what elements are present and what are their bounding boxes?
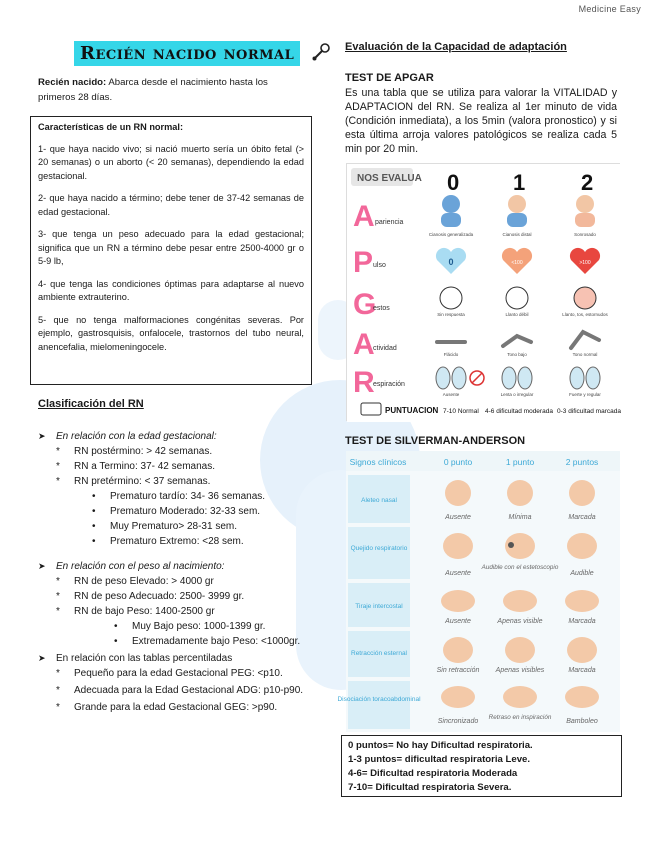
silverman-cell: Retraso en inspiración: [488, 714, 552, 721]
baby-side-icon: [503, 590, 537, 612]
brand-label: Medicine Easy: [578, 4, 641, 14]
silverman-sign: Retracción esternal: [351, 650, 407, 657]
silverman-col-header: 0 punto: [443, 457, 473, 467]
dot-bullet-icon: •: [114, 636, 118, 647]
baby-crying-icon: [574, 287, 596, 309]
apgar-caption: >100: [579, 260, 591, 266]
star-bullet-icon: *: [56, 685, 60, 696]
apgar-caption: Lenta o irregular: [500, 392, 534, 397]
apgar-caption: Llanto, tos, estornudos: [562, 312, 608, 317]
apgar-caption: Ausente: [442, 392, 460, 397]
baby-face-icon: [506, 287, 528, 309]
score-badge-icon: [361, 403, 381, 415]
list-item: • Prematuro tardío: 34- 36 semanas.: [92, 491, 266, 502]
characteristics-box: [30, 116, 312, 385]
apgar-caption: Tono normal: [572, 352, 598, 357]
silverman-cell: Ausente: [445, 618, 471, 625]
apgar-caption: Llanto débil: [505, 312, 529, 317]
dot-bullet-icon: •: [92, 491, 96, 502]
apgar-heading: TEST DE APGAR: [345, 72, 434, 84]
baby-chest-icon: [443, 637, 473, 663]
dot-bullet-icon: •: [114, 621, 118, 632]
list-item: * Grande para la edad Gestacional GEG: >p90.: [56, 702, 278, 713]
star-bullet-icon: *: [56, 606, 60, 617]
silverman-cell: Bamboleo: [566, 718, 598, 725]
characteristic-item: 1- que haya nacido vivo; si nació muerto sería un óbito fetal (> 20 semanas) o un aborto (< 20 semanas), dependiendo la edad gestacional.: [38, 143, 304, 181]
classification-list: [38, 425, 310, 715]
star-bullet-icon: *: [56, 446, 60, 457]
page-title-block: [74, 41, 331, 67]
silverman-legend: [341, 735, 622, 797]
definition: [38, 75, 300, 105]
star-bullet-icon: *: [56, 668, 60, 679]
baby-chest-icon: [443, 533, 473, 559]
list-item: • Prematuro Moderado: 32-33 sem.: [92, 506, 261, 517]
baby-nose-icon: [445, 480, 471, 506]
silverman-sign: Tiraje intercostal: [355, 603, 403, 610]
apgar-caption: Sin respuesta: [437, 312, 465, 317]
adaptation-heading: Evaluación de la Capacidad de adaptación: [345, 41, 567, 53]
baby-nose-icon: [507, 480, 533, 506]
dot-bullet-icon: •: [92, 521, 96, 532]
page-title: Recién nacido normal: [74, 41, 300, 66]
silverman-cell: Marcada: [568, 667, 596, 674]
list-item: • Prematuro Extremo: <28 sem.: [92, 536, 244, 547]
baby-side-icon: [565, 686, 599, 708]
apgar-footer-normal: 7-10 Normal: [443, 408, 479, 415]
silverman-cell: Ausente: [445, 514, 471, 521]
apgar-letter: A: [353, 200, 375, 233]
pulse-zero-label: 0: [448, 257, 454, 267]
list-item: ➤ En relación con las tablas percentiladas: [38, 653, 233, 664]
silverman-col-header: 2 puntos: [565, 457, 599, 467]
silverman-sign: Aleteo nasal: [361, 497, 397, 504]
list-item: • Muy Prematuro> 28-31 sem.: [92, 521, 237, 532]
silverman-cell: Sin retracción: [436, 667, 480, 674]
silverman-cell: Ausente: [445, 570, 471, 577]
apgar-footer-moderate: 4-6 dificultad moderada: [485, 408, 553, 415]
star-bullet-icon: *: [56, 576, 60, 587]
star-bullet-icon: *: [56, 461, 60, 472]
silverman-cell: Apenas visibles: [495, 667, 545, 674]
apgar-row-label: pariencia: [375, 219, 404, 226]
silverman-col-header: 1 punto: [505, 457, 535, 467]
silverman-heading: TEST DE SILVERMAN-ANDERSON: [345, 435, 526, 447]
silverman-sign: Quejido respiratorio: [350, 545, 408, 552]
baby-side-icon: [503, 686, 537, 708]
list-item: * RN de peso Adecuado: 2500- 3999 gr.: [56, 591, 245, 602]
stethoscope-icon: [508, 542, 514, 548]
list-item: * Pequeño para la edad Gestacional PEG: <p10.: [56, 668, 283, 679]
star-bullet-icon: *: [56, 702, 60, 713]
apgar-letter: G: [353, 288, 377, 321]
apgar-footer-tag: PUNTUACION: [385, 406, 439, 415]
apgar-caption: Tono bajo: [507, 352, 527, 357]
legend-line: 7-10= Dificultad respiratoria Severa.: [348, 782, 512, 793]
arrow-bullet-icon: ➤: [38, 653, 46, 663]
characteristic-item: 4- que tenga las condiciones óptimas para adaptarse al nuevo ambiente extrauterino.: [38, 278, 304, 302]
apgar-row-label: ctividad: [373, 345, 397, 352]
characteristic-item: 5- que no tenga malformaciones congénitas severas. Por ejemplo, gastrosquisis, onfalocele, trastornos del tubo neural, anencefalia, mielomeningocele.: [38, 314, 304, 352]
dot-bullet-icon: •: [92, 536, 96, 547]
list-item: • Extremadamente bajo Peso: <1000gr.: [114, 636, 301, 647]
apgar-tag: NOS EVALUA: [357, 173, 422, 184]
baby-side-icon: [565, 590, 599, 612]
apgar-caption: Flácido: [443, 352, 459, 357]
characteristics-heading: Características de un RN normal:: [38, 122, 184, 132]
apgar-caption: Fuerte y regular: [569, 392, 601, 397]
definition-term: Recién nacido:: [38, 77, 107, 88]
apgar-score-header: 1: [513, 170, 526, 195]
silverman-cell: Mínima: [508, 514, 532, 521]
apgar-caption: <100: [511, 260, 523, 266]
list-item: ➤ En relación con el peso al nacimiento:: [38, 561, 225, 572]
apgar-footer-severe: 0-3 dificultad marcada: [557, 408, 621, 415]
apgar-score-header: 2: [581, 170, 594, 195]
baby-chest-icon: [567, 637, 597, 663]
characteristic-item: 2- que haya nacido a término; debe tener de 37-42 semanas de edad gestacional.: [38, 193, 304, 217]
apgar-caption: Sonrosado: [574, 232, 596, 237]
characteristic-item: 3- que tenga un peso adecuado para la edad gestacional; significa que un RN a término debe pesar entre 2500-4000 gr o 5-9 lb,: [38, 229, 304, 266]
silverman-cell: Audible: [570, 570, 594, 577]
list-item: • Muy Bajo peso: 1000-1399 gr.: [114, 621, 266, 632]
legend-line: 4-6= Dificultad respiratoria Moderada: [348, 768, 518, 779]
silverman-cell: Sincronizado: [437, 718, 479, 725]
star-bullet-icon: *: [56, 591, 60, 602]
list-item: * RN a Termino: 37- 42 semanas.: [56, 461, 215, 472]
list-item: ➤ En relación con la edad gestacional:: [38, 431, 217, 442]
list-item: * RN de peso Elevado: > 4000 gr: [56, 576, 214, 587]
silverman-cell: Marcada: [568, 514, 596, 521]
definition-text: Abarca desde el nacimiento hasta los primeros 28 días.: [38, 77, 268, 103]
apgar-row-label: ulso: [373, 262, 386, 269]
list-item: * RN postérmino: > 42 semanas.: [56, 446, 213, 457]
apgar-letter: A: [353, 328, 375, 361]
star-bullet-icon: *: [56, 476, 60, 487]
silverman-table-figure: [337, 451, 620, 732]
apgar-row-label: estos: [373, 305, 390, 312]
apgar-letter: R: [353, 366, 375, 399]
baby-chest-icon: [505, 637, 535, 663]
silverman-cell: Apenas visible: [497, 618, 543, 625]
baby-face-icon: [440, 287, 462, 309]
baby-chest-icon: [567, 533, 597, 559]
classification-heading: Clasificación del RN: [38, 398, 144, 410]
silverman-sign: Disociación toracoabdominal: [337, 696, 421, 703]
silverman-col-header: Signos clínicos: [349, 457, 407, 467]
silverman-cell: Audible con el estetoscopio: [481, 564, 559, 571]
apgar-letter: P: [353, 246, 374, 279]
baby-side-icon: [441, 590, 475, 612]
apgar-table-figure: [346, 163, 620, 421]
arrow-bullet-icon: ➤: [38, 561, 46, 571]
apgar-caption: Cianosis generalizada: [428, 232, 474, 237]
list-item: * RN de bajo Peso: 1400-2500 gr: [56, 606, 215, 617]
list-item: * Adecuada para la Edad Gestacional ADG: p10-p90.: [56, 685, 304, 696]
apgar-caption: Cianosis distal: [502, 232, 532, 237]
baby-side-icon: [441, 686, 475, 708]
baby-nose-icon: [569, 480, 595, 506]
silverman-cell: Marcada: [568, 618, 596, 625]
apgar-score-header: 0: [447, 170, 460, 195]
rattle-icon: [311, 42, 331, 67]
list-item: * RN pretérmino: < 37 semanas.: [56, 476, 211, 487]
apgar-description: Es una tabla que se utiliza para valorar la VITALIDAD y ADAPTACION del RN. Se realiza al 1er minuto de vida (Condición inmediata), a los 5min (valora pronostico) y si esta última arroja valores patológicos se realiza cada 5 min por 20 min.: [345, 87, 617, 155]
arrow-bullet-icon: ➤: [38, 431, 46, 441]
legend-line: 0 puntos= No hay Dificultad respiratoria.: [348, 740, 533, 751]
legend-line: 1-3 puntos= dificultad respiratoria Leve.: [348, 754, 531, 765]
apgar-row-label: espiración: [373, 381, 405, 388]
dot-bullet-icon: •: [92, 506, 96, 517]
